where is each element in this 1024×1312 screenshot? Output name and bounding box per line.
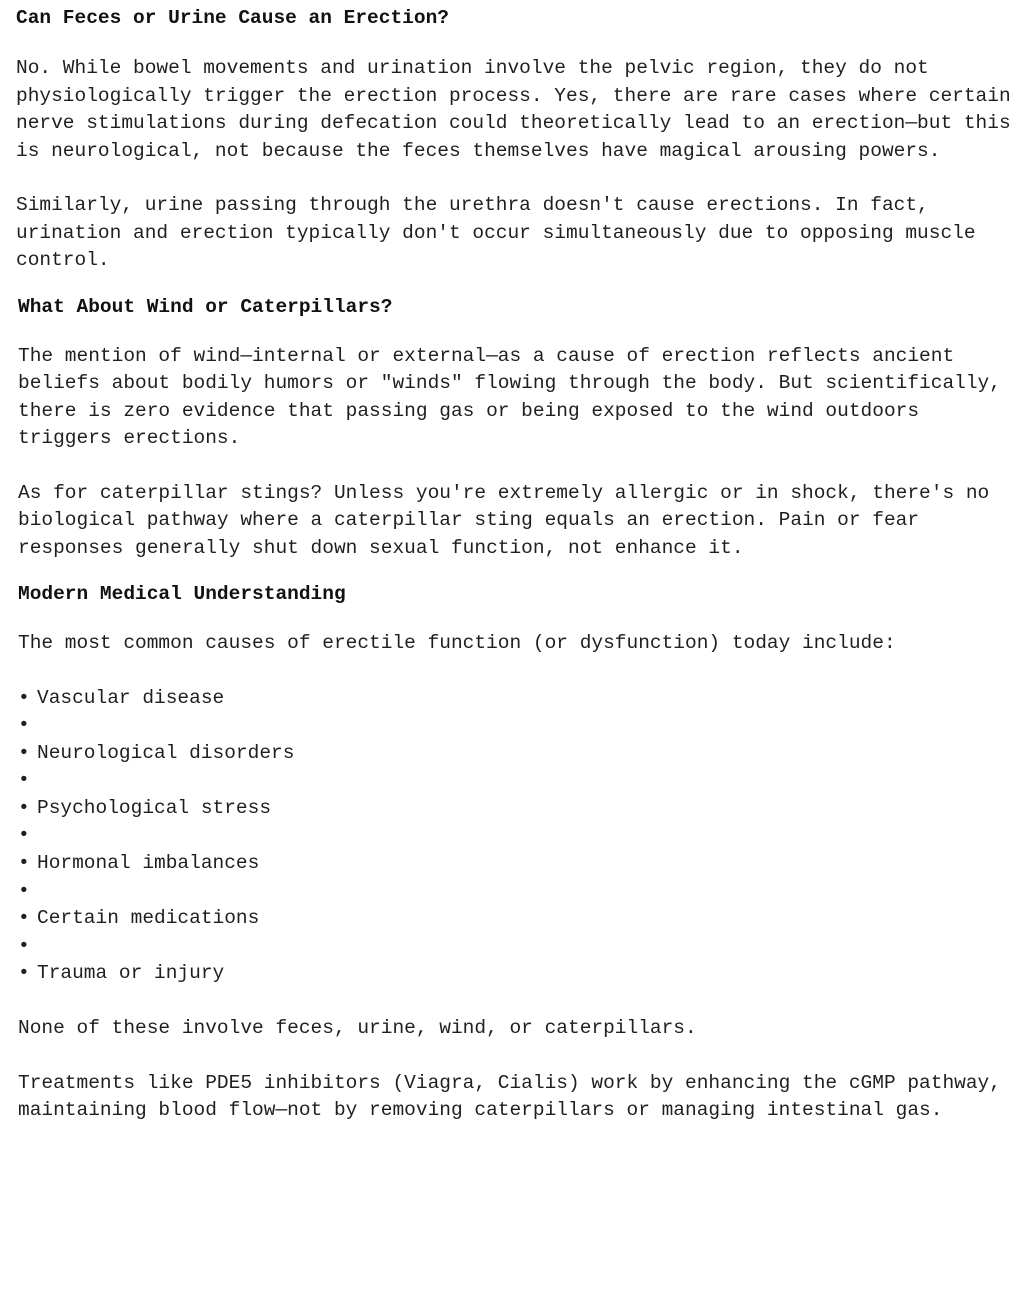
- paragraph: The most common causes of erectile function (or dysfunction) today include:: [18, 632, 896, 654]
- bullet-icon: •: [18, 741, 30, 764]
- bullet-icon: •: [18, 714, 30, 737]
- section-heading: Modern Medical Understanding: [18, 583, 346, 605]
- paragraph: The mention of wind—internal or external—as a cause of erection reflects ancient beliefs about bodily humors or "winds" flowing through the body. But scientifically, there is zero evidence that passing gas or being exposed to the wind outdoors triggers erections.: [18, 344, 1001, 449]
- list-item: [18, 740, 1011, 768]
- bullet-icon: •: [18, 907, 30, 930]
- list-item: [18, 878, 1011, 906]
- list-item-text: Trauma or injury: [37, 962, 225, 985]
- bullet-icon: •: [18, 962, 30, 985]
- list-item-text: Vascular disease: [37, 686, 225, 709]
- list-item: [18, 960, 1011, 988]
- list-item: [18, 795, 1011, 823]
- list-item: [18, 712, 1011, 740]
- list-item: [18, 767, 1011, 795]
- list-item: [18, 933, 1011, 961]
- bullet-icon: •: [18, 852, 30, 875]
- bullet-icon: •: [18, 824, 30, 847]
- bullet-icon: •: [18, 686, 30, 709]
- section-heading: What About Wind or Caterpillars?: [18, 295, 393, 318]
- section-wind-caterpillars: [16, 293, 1011, 563]
- list-item-text: Certain medications: [37, 907, 260, 930]
- bullet-icon: •: [18, 934, 30, 957]
- paragraph: As for caterpillar stings? Unless you're extremely allergic or in shock, there's no biological pathway where a caterpillar sting equals an erection. Pain or fear responses generally shut down sexual function, not enhance it.: [18, 481, 990, 559]
- list-item-text: Neurological disorders: [37, 741, 295, 764]
- bullet-icon: •: [18, 879, 30, 902]
- section-heading: Can Feces or Urine Cause an Erection?: [16, 7, 449, 29]
- causes-list: [18, 685, 1011, 989]
- section-modern-medical: [16, 580, 1011, 1125]
- list-item: [18, 905, 1011, 933]
- bullet-icon: •: [18, 796, 30, 819]
- section-feces-urine: [16, 4, 1011, 275]
- list-item-text: Hormonal imbalances: [37, 852, 260, 875]
- paragraph: Similarly, urine passing through the urethra doesn't cause erections. In fact, urination and erection typically don't occur simultaneously due to opposing muscle control.: [16, 194, 976, 271]
- list-item: [18, 822, 1011, 850]
- paragraph: None of these involve feces, urine, wind, or caterpillars.: [18, 1017, 697, 1040]
- paragraph: No. While bowel movements and urination involve the pelvic region, they do not physiologically trigger the erection process. Yes, there are rare cases where certain nerve stimulations during defecation could theoretically lead to an erection—but this is neurological, not because the feces themselves have magical arousing powers.: [16, 57, 1011, 162]
- list-item: [18, 685, 1011, 713]
- bullet-icon: •: [18, 769, 30, 792]
- article: [16, 4, 1011, 1125]
- list-item: [18, 850, 1011, 878]
- paragraph: Treatments like PDE5 inhibitors (Viagra, Cialis) work by enhancing the cGMP pathway, maintaining blood flow—not by removing caterpillars or managing intestinal gas.: [18, 1071, 1001, 1122]
- list-item-text: Psychological stress: [37, 796, 272, 819]
